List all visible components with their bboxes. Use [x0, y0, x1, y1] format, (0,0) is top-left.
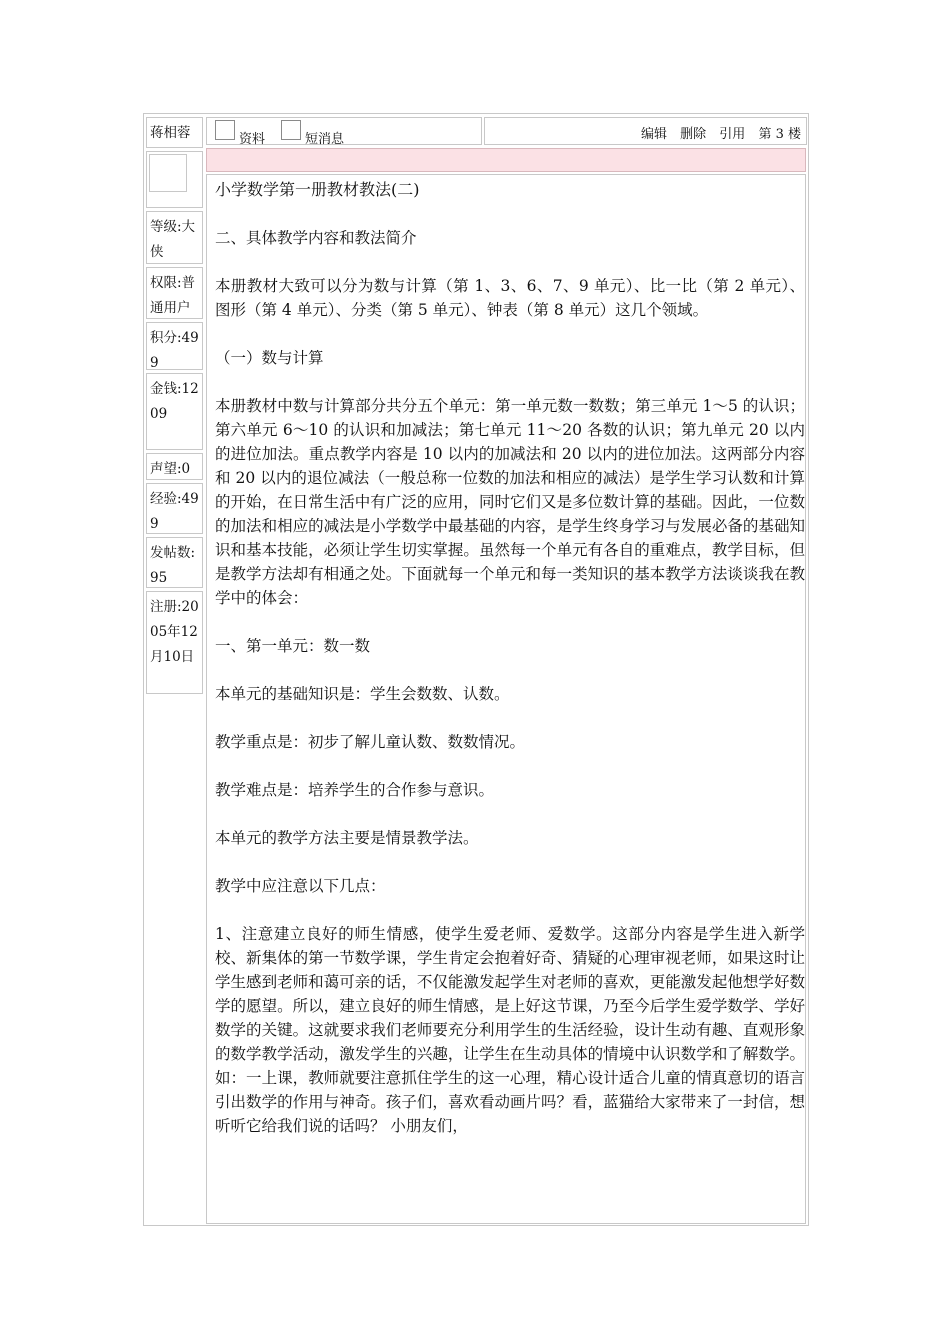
paragraph: 教学难点是：培养学生的合作参与意识。: [215, 781, 495, 799]
paragraph: 本册教材大致可以分为数与计算（第 1、3、6、7、9 单元）、比一比（第 2 单元）、图形（第 4 单元）、分类（第 5 单元）、钟表（第 8 单元）这几个领域。: [215, 277, 805, 319]
author-name[interactable]: 蒋相蓉: [146, 117, 203, 148]
message-icon[interactable]: [281, 120, 301, 140]
post-toolbar: [206, 117, 806, 145]
author-points: 积分:499: [146, 322, 203, 370]
paragraph: 教学重点是：初步了解儿童认数、数数情况。: [215, 733, 526, 751]
author-posts: 发帖数:95: [146, 537, 203, 588]
author-money: 金钱:1209: [146, 373, 203, 450]
author-permission: 权限:普通用户: [146, 267, 203, 319]
post-content: [206, 174, 806, 1224]
toolbar-right: [484, 117, 807, 145]
avatar-cell: [146, 151, 203, 208]
edit-button[interactable]: 编辑: [640, 127, 667, 142]
paragraph: 1、注意建立良好的师生情感，使学生爱老师、爱数学。这部分内容是学生进入新学校、新集体的第一节数学课，学生肯定会抱着好奇、猜疑的心理审视老师，如果这时让学生感到老师和蔼可亲的话，不仅能激发起学生对老师的喜欢，更能激发起他想学好数学的愿望。所以，建立良好的师生情感，是上好这节课，乃至今后学生爱学数学、学好数学的关键。这就要求我们老师要充分利用学生的生活经验，设计生动有趣、直观形象的数学教学活动，激发学生的兴趣，让学生在生动具体的情境中认识数学和了解数学。如：一上课，教师就要注意抓住学生的这一心理，精心设计适合儿童的情真意切的语言引出数学的作用与神奇。孩子们，喜欢看动画片吗？看，蓝猫给大家带来了一封信，想听听它给我们说的话吗？ 小朋友们，: [215, 925, 805, 1135]
quote-button[interactable]: 引用: [719, 127, 746, 142]
avatar[interactable]: [149, 154, 187, 192]
author-registered: 注册:2005年12月10日: [146, 591, 203, 694]
profile-link[interactable]: 资料: [239, 132, 266, 147]
toolbar-left: [206, 117, 482, 145]
paragraph: （一）数与计算: [215, 349, 324, 367]
author-reputation: 声望:0: [146, 453, 203, 480]
paragraph: 教学中应注意以下几点：: [215, 877, 386, 895]
message-link[interactable]: 短消息: [305, 132, 345, 147]
post-header-bar: [206, 148, 806, 172]
paragraph: 一、第一单元：数一数: [215, 637, 371, 655]
post-actions: [632, 123, 801, 142]
author-level: 等级:大侠: [146, 211, 203, 264]
profile-icon[interactable]: [215, 120, 235, 140]
paragraph: 本单元的教学方法主要是情景教学法。: [215, 829, 479, 847]
post-body: [215, 178, 805, 1162]
paragraph: 本单元的基础知识是：学生会数数、认数。: [215, 685, 510, 703]
author-experience: 经验:499: [146, 483, 203, 534]
post-title: 小学数学第一册教材教法(二): [215, 180, 420, 199]
paragraph: 二、具体教学内容和教法简介: [215, 229, 417, 247]
author-profile: [146, 117, 203, 697]
floor-number: 第 3 楼: [758, 127, 801, 142]
paragraph: 本册教材中数与计算部分共分五个单元：第一单元数一数数；第三单元 1～5 的认识；第六单元 6～10 的认识和加减法；第七单元 11～20 各数的认识；第九单元 20 以内的进位加法。重点教学内容是 10 以内的加减法和 20 以内的进位加法。这两部分内容和 20 以内的退位减法（一般总称一位数的加法和相应的减法）是学生学习认数和计算的开始，在日常生活中有广泛的应用，同时它们又是多位数计算的基础。因此，一位数的加法和相应的减法是小学数学中最基础的内容，是学生终身学习与发展必备的基础知识和基本技能，必须让学生切实掌握。虽然每一个单元有各自的重难点，教学目标，但是教学方法却有相通之处。下面就每一个单元和每一类知识的基本教学方法谈谈我在教学中的体会：: [215, 397, 805, 607]
delete-button[interactable]: 删除: [680, 127, 707, 142]
